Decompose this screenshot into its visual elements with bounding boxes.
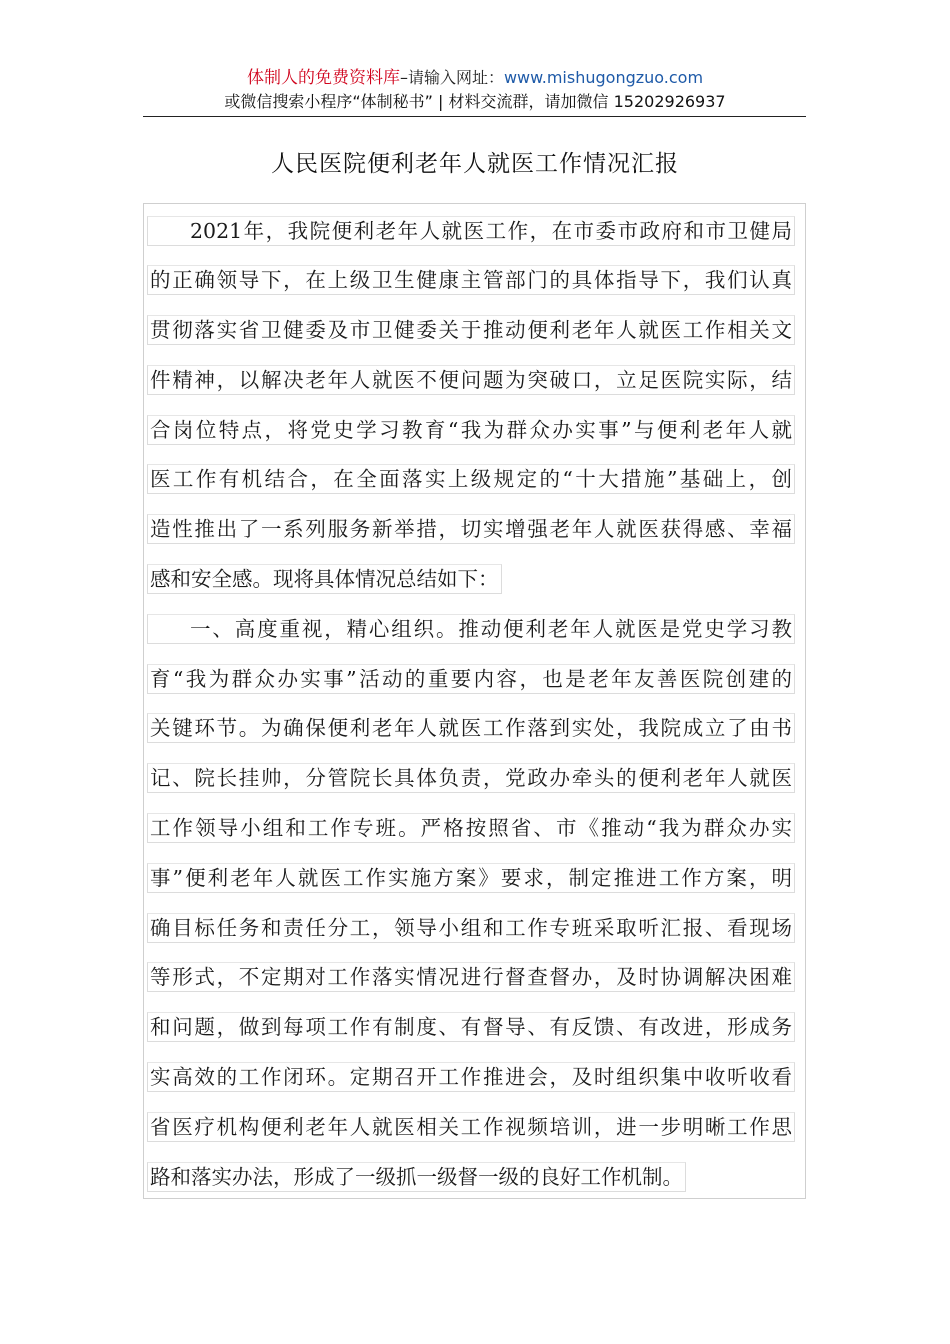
line-text: 事”便利老年人就医工作实施方案》要求，制定推进工作方案，明 bbox=[147, 863, 795, 893]
site-header bbox=[0, 66, 950, 114]
line-text: 等形式，不定期对工作落实情况进行督查督办，及时协调解决困难 bbox=[147, 962, 795, 992]
line-text: 造性推出了一系列服务新举措，切实增强老年人就医获得感、幸福 bbox=[147, 514, 795, 544]
header-divider bbox=[143, 116, 806, 117]
document-body bbox=[147, 205, 795, 1201]
text-line bbox=[147, 753, 795, 803]
text-line bbox=[147, 952, 795, 1002]
line-text: 路和落实办法，形成了一级抓一级督一级的良好工作机制。 bbox=[147, 1162, 686, 1192]
text-line bbox=[147, 803, 795, 853]
header-line-1 bbox=[0, 66, 950, 90]
text-line bbox=[147, 1101, 795, 1151]
line-text: 贯彻落实省卫健委及市卫健委关于推动便利老年人就医工作相关文 bbox=[147, 315, 795, 345]
text-line bbox=[147, 504, 795, 554]
text-line bbox=[147, 305, 795, 355]
line-text: 感和安全感。现将具体情况总结如下： bbox=[147, 564, 502, 594]
line-text: 省医疗机构便利老年人就医相关工作视频培训，进一步明晰工作思 bbox=[147, 1112, 795, 1142]
text-line bbox=[147, 354, 795, 404]
text-line bbox=[147, 205, 795, 255]
text-line bbox=[147, 1002, 795, 1052]
document-title: 人民医院便利老年人就医工作情况汇报 bbox=[271, 151, 679, 177]
brand-name: 体制人的免费资料库 bbox=[246, 68, 400, 88]
text-line bbox=[147, 554, 795, 604]
line-text: 记、院长挂帅，分管院长具体负责，党政办牵头的便利老年人就医 bbox=[147, 763, 795, 793]
url-prompt: –请输入网址： bbox=[399, 68, 504, 87]
text-line bbox=[147, 1151, 795, 1201]
text-line bbox=[147, 404, 795, 454]
text-line bbox=[147, 852, 795, 902]
line-text: 件精神，以解决老年人就医不便问题为突破口，立足医院实际，结 bbox=[147, 365, 795, 395]
line-text: 合岗位特点，将党史学习教育“我为群众办实事”与便利老年人就 bbox=[147, 415, 795, 445]
header-line-2: 或微信搜索小程序“体制秘书” | 材料交流群，请加微信 15202926937 bbox=[224, 92, 726, 111]
text-line bbox=[147, 1052, 795, 1102]
line-text: 一、高度重视，精心组织。推动便利老年人就医是党史学习教 bbox=[147, 614, 795, 644]
line-text: 2021年，我院便利老年人就医工作，在市委市政府和市卫健局 bbox=[147, 216, 795, 246]
line-text: 育“我为群众办实事”活动的重要内容，也是老年友善医院创建的 bbox=[147, 664, 795, 694]
site-url-link[interactable]: www.mishugongzuo.com bbox=[503, 68, 704, 87]
text-line bbox=[147, 255, 795, 305]
text-line bbox=[147, 902, 795, 952]
line-text: 和问题，做到每项工作有制度、有督导、有反馈、有改进，形成务 bbox=[147, 1012, 795, 1042]
line-text: 的正确领导下，在上级卫生健康主管部门的具体指导下，我们认真 bbox=[147, 265, 795, 295]
line-text: 医工作有机结合，在全面落实上级规定的“十大措施”基础上，创 bbox=[147, 464, 795, 494]
line-text: 确目标任务和责任分工，领导小组和工作专班采取听汇报、看现场 bbox=[147, 913, 795, 943]
line-text: 工作领导小组和工作专班。严格按照省、市《推动“我为群众办实 bbox=[147, 813, 795, 843]
line-text: 实高效的工作闭环。定期召开工作推进会，及时组织集中收听收看 bbox=[147, 1062, 795, 1092]
text-line bbox=[147, 603, 795, 653]
text-line bbox=[147, 703, 795, 753]
text-line bbox=[147, 653, 795, 703]
line-text: 关键环节。为确保便利老年人就医工作落到实处，我院成立了由书 bbox=[147, 713, 795, 743]
text-line bbox=[147, 454, 795, 504]
